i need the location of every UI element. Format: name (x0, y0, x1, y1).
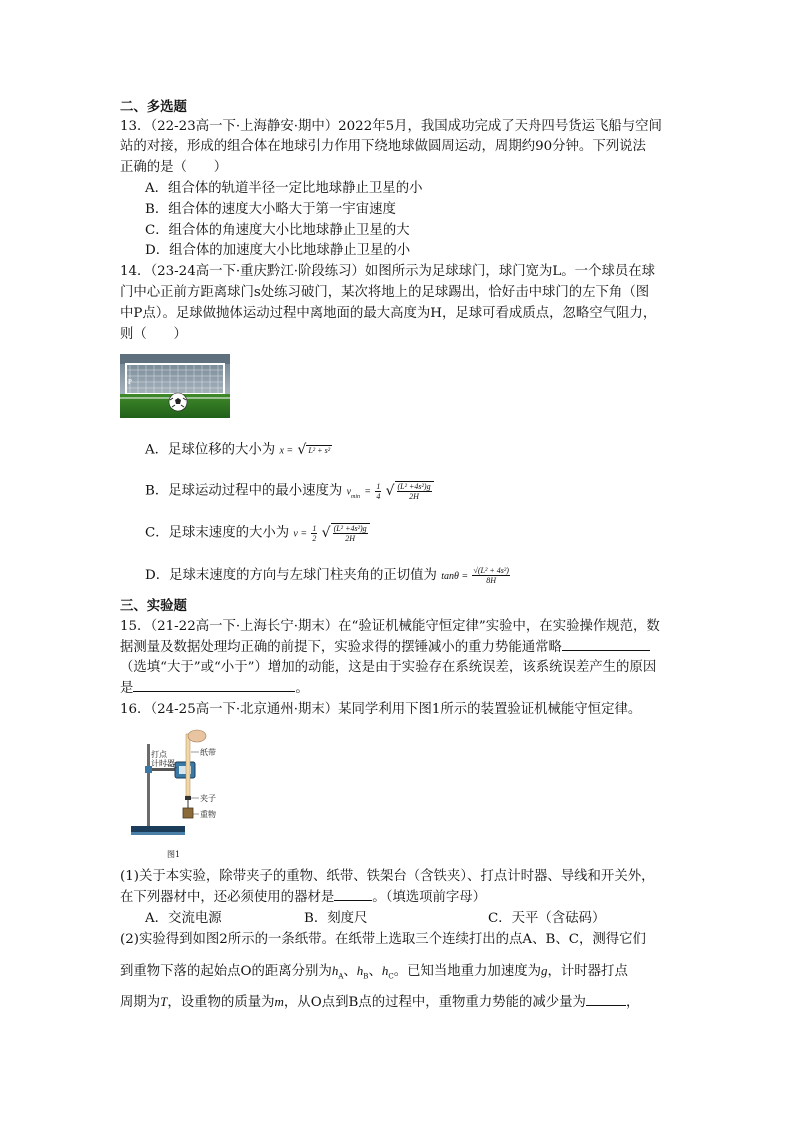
m-symbol: m (274, 994, 284, 1009)
frac-num: (L² +4s²)g (333, 524, 367, 533)
q14-option-b-text: B．足球运动过程中的最小速度为 (145, 483, 343, 499)
q14-option-d-frac (472, 566, 509, 585)
q15-blank-2[interactable] (133, 679, 295, 692)
q16-p2-line3 (120, 992, 639, 1013)
tape-label: 纸带 (200, 748, 216, 757)
q15-line1: 15．（21-22高一下·上海长宁·期末）在“验证机械能守恒定律”实验中，在实验操作规范，数 (120, 619, 660, 634)
weight-label: 重物 (200, 810, 216, 819)
q15-line4 (120, 679, 309, 699)
q14-option-b-lhs: v (346, 486, 352, 498)
q14-line3: 中P点）。足球做抛体运动过程中离地面的最大高度为H，足球可看成质点，忽略空气阻力， (120, 306, 657, 321)
hA-sub: A (338, 972, 344, 981)
q16-p1-line2 (120, 888, 486, 908)
frac-den: 2H (345, 534, 355, 543)
q14-option-b-radicand (395, 481, 434, 501)
hC: h (381, 963, 389, 978)
apparatus-figure (125, 728, 225, 862)
timer-label (151, 750, 175, 768)
q14-option-a-lhs: x = (279, 445, 294, 457)
q13-option-d: D．组合体的加速度大小比地球静止卫星的小 (145, 243, 411, 258)
q16-p2-line2-end: ，计时器打点 (547, 964, 628, 979)
q16-blank-1[interactable] (334, 888, 372, 901)
q14-line4: 则（ ） (120, 327, 187, 342)
timer-label-2: 计时器 (151, 759, 175, 768)
q13-line3: 正确的是（ ） (120, 160, 228, 175)
q13-line1: 13．（22-23高一下·上海静安·期中）2022年5月，我国成功完成了天舟四号货运飞船与空间 (120, 119, 662, 134)
q13-option-b: B．组合体的速度大小略大于第一宇宙速度 (145, 202, 396, 217)
q14-option-b: B．足球运动过程中的最小速度为 $v_{min}$ = $\frac{1}{4}$ √ $\frac{\text{(L² +4s²)g}}{2H}$ (145, 481, 434, 507)
q16-p1-line2-start: 在下列器材中，还必须使用的器材是 (120, 890, 335, 905)
q15-blank-1[interactable] (562, 638, 650, 651)
clip-label: 夹子 (200, 794, 216, 803)
q15-line2-text: 据测量及数据处理均正确的前提下，实验求得的摆锤减小的重力势能通常略 (120, 640, 562, 655)
sqrt-sign-icon: √ (385, 483, 395, 499)
frac-den: 4 (376, 491, 381, 501)
q14-option-c-lhs: v = (293, 528, 308, 540)
q14-option-a-radicand: L² + s² (308, 445, 331, 455)
q14-option-d (145, 566, 510, 587)
q14-option-c-text: C．足球末速度的大小为 (145, 525, 290, 541)
q16-option-a: A．交流电源 (145, 911, 222, 926)
q14-line2: 门中心正前方距离球门s处练习破门，某次将地上的足球踢出，恰好击中球门的左下角（图 (120, 285, 650, 300)
q14-option-d-lhs: tanθ = (441, 571, 469, 582)
q14-option-d-text: D．足球末速度的方向与左球门柱夹角的正切值为 (145, 568, 437, 583)
q16-line1: 16．（24-25高一下·北京通州·期末）某同学利用下图1所示的装置验证机械能守恒定律。 (120, 702, 642, 717)
q14-option-a (145, 440, 332, 462)
frac-den: 8H (486, 576, 497, 585)
hB: h (356, 963, 364, 978)
timer-label-1: 打点 (151, 750, 167, 759)
section-heading-multiple-choice: 二、多选题 (120, 99, 187, 115)
q13-option-a: A．组合体的轨道半径一定比地球静止卫星的小 (145, 181, 423, 196)
hB-sub: B (363, 972, 369, 981)
frac-num: (L² +4s²)g (397, 482, 431, 491)
frac-num: √(L² + 4s²) (473, 566, 509, 575)
figure-caption: 图1 (167, 850, 181, 859)
q16-p1-line1: (1)关于本实验，除带夹子的重物、纸带、铁架台（含铁夹）、打点计时器、导线和开关外， (120, 869, 655, 884)
g-symbol: g (541, 963, 548, 978)
sqrt-sign-icon: √ (297, 442, 307, 458)
point-p-label: P (128, 378, 132, 386)
q14-option-c-frac (311, 524, 317, 543)
T-symbol: T (160, 994, 168, 1009)
q16-p1-line2-end: 。（填选项前字母） (372, 890, 487, 905)
q15-line2 (120, 638, 650, 658)
q16-p2-line2: 到重物下落的起始点O的距离分别为$h_A$、$h_B$、$h_C$。已知当地重力加速度为g，计时器打点 (120, 963, 628, 981)
section-heading-experiment: 三、实验题 (120, 598, 187, 614)
hA: h (331, 963, 339, 978)
q16-p2-line3-b: ，设重物的质量为 (167, 995, 275, 1010)
q16-blank-2[interactable] (586, 993, 626, 1006)
q14-option-c-radicand (331, 523, 370, 543)
frac-den: 2H (409, 492, 419, 501)
q14-option-a-text: A．足球位移的大小为 (145, 442, 276, 458)
q16-option-c: C．天平（含砝码） (488, 911, 606, 926)
soccer-goal-image (120, 354, 230, 418)
frac-num: 1 (312, 523, 317, 533)
q16-p2-line3-a: 周期为 (120, 995, 161, 1010)
sqrt-sign-icon: √ (321, 525, 331, 541)
q14-option-c (145, 523, 370, 545)
q14-line1: 14．（23-24高一下·重庆黔江·阶段练习）如图所示为足球球门，球门宽为L。一个球员在球 (120, 264, 656, 279)
q16-p2-line2-start: 到重物下落的起始点O的距离分别为 (120, 964, 332, 979)
q14-option-b-frac (375, 482, 381, 501)
q15-line4-start: 是 (120, 681, 134, 696)
q16-p2-line3-c: ，从O点到B点的过程中，重物重力势能的减少量为 (283, 995, 586, 1010)
q16-p2-line1: (2)实验得到如图2所示的一条纸带。在纸带上选取三个连续打出的点A、B、C，测得它们 (120, 932, 646, 947)
q15-line3: （选填“大于”或“小于”）增加的动能，这是由于实验存在系统误差，该系统误差产生的原因 (120, 660, 657, 675)
q13-option-c: C．组合体的角速度大小比地球静止卫星的大 (145, 223, 410, 238)
hC-sub: C (388, 972, 394, 981)
frac-num: 1 (376, 481, 381, 491)
q16-p2-line2-mid: 。已知当地重力加速度为 (393, 964, 541, 979)
q16-p2-line3-d: ， (625, 995, 640, 1010)
frac-den: 2 (312, 533, 317, 543)
q13-line2: 站的对接，形成的组合体在地球引力作用下绕地球做圆周运动，周期约90分钟。下列说法 (120, 139, 646, 154)
q14-option-b-sub: min (351, 494, 361, 501)
q16-option-b: B．刻度尺 (304, 911, 368, 926)
q15-line4-end: 。 (295, 681, 309, 696)
